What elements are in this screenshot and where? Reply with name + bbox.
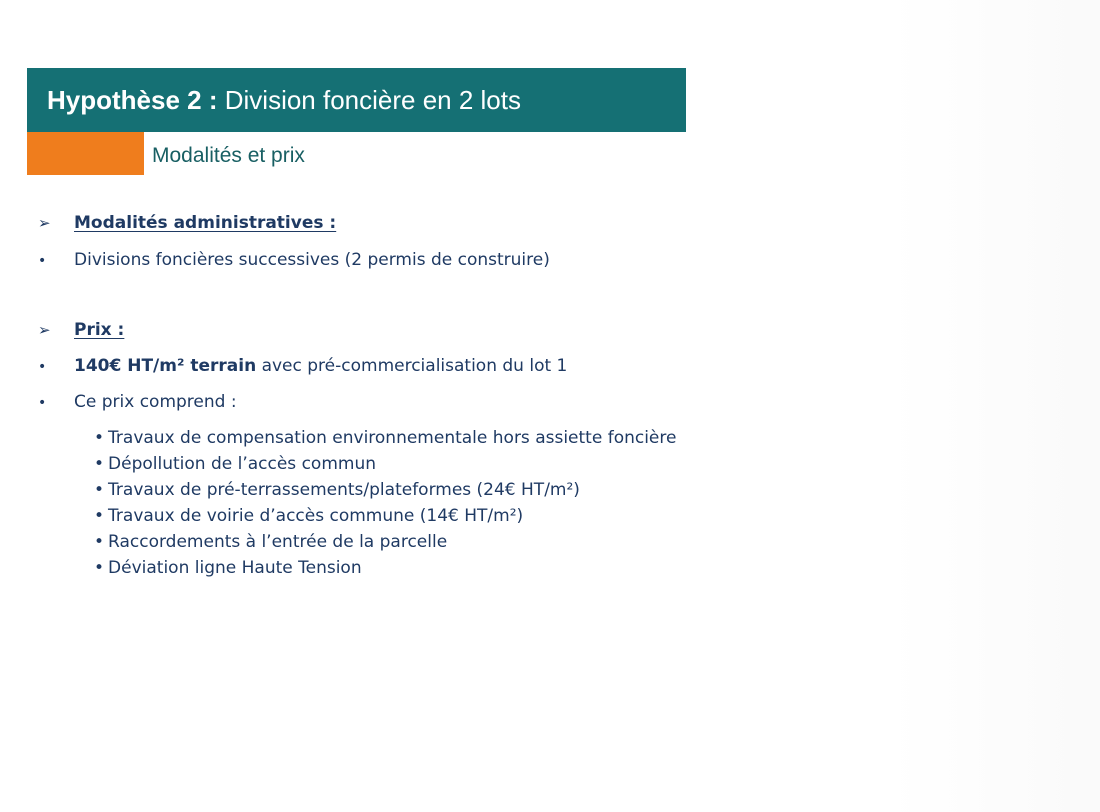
bullet-icon: • [38,395,47,411]
background-shade [890,0,1100,812]
sub-list-item: • Travaux de voirie d’accès commune (14€ HT/m²) [94,506,524,526]
price-heading: Prix : [74,320,125,340]
bullet-icon: • [94,558,105,578]
arrow-bullet-icon: ➢ [38,214,51,232]
bullet-icon: • [38,253,47,269]
sub-list-item: • Dépollution de l’accès commun [94,454,376,474]
bullet-icon: • [94,480,105,500]
slide-subtitle: Modalités et prix [152,144,305,167]
price-condition: avec pré-commercialisation du lot 1 [261,356,568,376]
price-includes-list [94,425,676,581]
sub-list-item: • Travaux de compensation environnementale hors assiette foncière [94,428,677,448]
admin-item: Divisions foncières successives (2 permis de construire) [74,250,550,270]
title-description: Division foncière en 2 lots [224,84,521,115]
bullet-icon: • [38,359,47,375]
bullet-icon: • [94,428,105,448]
price-value: 140€ HT/m² terrain [74,356,257,376]
bullet-icon: • [94,454,105,474]
sub-list-item: • Raccordements à l’entrée de la parcelle [94,532,448,552]
slide-title-bar [27,68,686,132]
accent-block [27,132,144,175]
price-includes-label: Ce prix comprend : [74,392,237,412]
title-hypothesis: Hypothèse 2 : [47,84,218,115]
bullet-icon: • [94,532,105,552]
arrow-bullet-icon: ➢ [38,321,51,339]
sub-list-item: • Déviation ligne Haute Tension [94,558,362,578]
bullet-icon: • [94,506,105,526]
sub-list-item: • Travaux de pré-terrassements/plateformes (24€ HT/m²) [94,480,580,500]
admin-heading: Modalités administratives : [74,213,337,233]
